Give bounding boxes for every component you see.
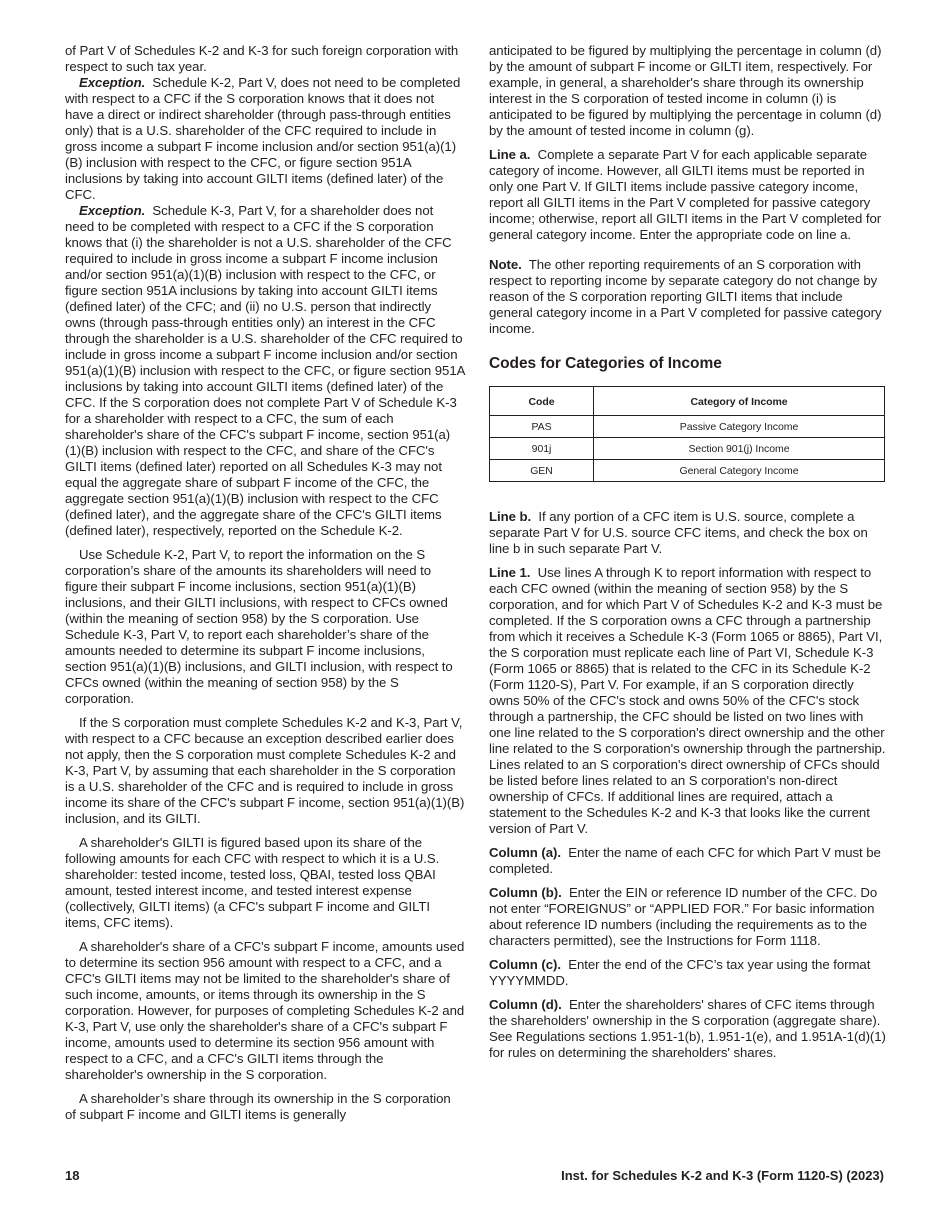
line-a-paragraph: [489, 147, 887, 243]
left-column: [65, 43, 465, 1123]
page-number: 18: [65, 1168, 80, 1183]
continued-paragraph: anticipated to be figured by multiplying the percentage in column (d) by the amount of subpart F income or GILTI item, respectively. For example, in general, a shareholder's share through its ownership interest in the S corporation of tested income in column (i) is anticipated to be figured by multiplying the percentage in column (d) by the amount of tested income in column (g).: [489, 43, 882, 138]
share-through-paragraph: A shareholder’s share through its ownership in the S corporation of subpart F income and GILTI items is generally: [65, 1091, 451, 1122]
line-a-text: Complete a separate Part V for each applicable separate category of income. However, all GILTI items must be reported in only one Part V. If GILTI items include passive category income, report all GILTI items in the Part V completed for passive category income; otherwise, report all GILTI items in the Part V completed for general category income. Enter the appropriate code on line a.: [489, 147, 882, 242]
code-cell: 901j: [490, 438, 594, 460]
document-title-footer: Inst. for Schedules K-2 and K-3 (Form 1120-S) (2023): [561, 1168, 884, 1183]
column-header-category: Category of Income: [594, 387, 885, 416]
column-d-paragraph: [489, 997, 887, 1061]
note-text: The other reporting requirements of an S corporation with respect to reporting income by separate category do not change by reason of the S corporation reporting GILTI items that include general category income in a Part V completed for passive category income.: [489, 257, 882, 336]
table-header-row: [490, 387, 885, 416]
line-1-label: Line 1.: [489, 565, 531, 580]
category-cell: General Category Income: [594, 460, 885, 482]
code-cell: GEN: [490, 460, 594, 482]
line-b-text: If any portion of a CFC item is U.S. source, complete a separate Part V for U.S. source CFC items, and check the box on line b in such separate Part V.: [489, 509, 868, 556]
line-1-text: Use lines A through K to report information with respect to each CFC owned (within the meaning of section 958) by the S corporation, and for which Part V of Schedules K-2 and K-3 must be completed. If the S corporation owns a CFC through a partnership from which it receives a Schedule K-3 (Form 1065 or 8865), Part VI, the S corporation must replicate each line of Part VI, Schedule K-3 (Form 1065 or 8865) that is related to the CFC in its Schedule K-2 (Form 1120-S), Part V. For example, if an S corporation directly owns 50% of the CFC's stock and owns 50% of the CFC's stock through a partnership, the CFC should be listed on two lines with one line related to the S corporation's direct ownership and the other line related to the S corporation's ownership through the partnership. Lines related to an S corporation's direct ownership of CFCs should be listed before lines related to an S corporation's non-direct ownership of CFCs. If additional lines are required, attach a statement to the Schedules K-2 and K-3 that looks like the current version of Part V.: [489, 565, 886, 836]
column-d-text: Enter the shareholders' shares of CFC items through the shareholders' ownership in the S corporation (aggregate share). See Regulations sections 1.951-1(b), 1.951-1(e), and 1.951A-1(d)(1) for rules on determining the shareholders' shares.: [489, 997, 886, 1060]
must-complete-paragraph: If the S corporation must complete Schedules K-2 and K-3, Part V, with respect to a CFC because an exception described earlier does not apply, then the S corporation must complete Schedules K-2 and K-3, Part V, by assuming that each shareholder in the S corporation is a U.S. shareholder of the CFC and is required to include in gross income its share of the CFC's subpart F income, section 951(a)(1)(B) inclusion, and its GILTI.: [65, 715, 465, 826]
use-schedules-paragraph: Use Schedule K-2, Part V, to report the information on the S corporation’s share of the amounts its shareholders will need to figure their subpart F income inclusions, section 951(a)(1)(B) inclusions, and their GILTI inclusions, with respect to CFCs owned (within the meaning of section 958) by the S corporation. Use Schedule K-3, Part V, to report each shareholder’s share of the amounts needed to determine its subpart F income inclusions, section 951(a)(1)(B) inclusions, and GILTI inclusion, with respect to CFCs owned (within the meaning of section 958) by the S corporation.: [65, 547, 453, 706]
exception-k2-paragraph: [65, 75, 465, 203]
table-row: [490, 460, 885, 482]
column-a-paragraph: [489, 845, 887, 877]
right-column: [489, 43, 887, 1061]
line-1-paragraph: [489, 565, 887, 837]
column-header-code: Code: [490, 387, 594, 416]
category-cell: Passive Category Income: [594, 416, 885, 438]
share-subpart-f-paragraph: A shareholder's share of a CFC's subpart F income, amounts used to determine its section 956 amount with respect to a CFC, and a CFC's GILTI items may not be limited to the shareholder's share of such income, amounts, or items through its ownership in the S corporation. However, for purposes of completing Schedules K-2 and K-3, Part V, use only the shareholder's share of a CFC's subpart F income, amounts used to determine its section 956 amount with respect to a CFC, and a CFC's GILTI items through the shareholder's ownership in the S corporation.: [65, 939, 465, 1082]
exception-k3-paragraph: [65, 203, 465, 539]
gilti-figured-paragraph: A shareholder's GILTI is figured based upon its share of the following amounts for each CFC with respect to which it is a U.S. shareholder: tested income, tested loss, QBAI, tested loss QBAI amount, tested interest income, and tested interest expense (collectively, GILTI items) (a CFC's subpart F income and GILTI items, CFC items).: [65, 835, 440, 930]
income-codes-table: [489, 386, 885, 482]
column-c-label: Column (c).: [489, 957, 561, 972]
column-d-label: Column (d).: [489, 997, 562, 1012]
column-c-paragraph: [489, 957, 887, 989]
note-label: Note.: [489, 257, 522, 272]
column-c-text: Enter the end of the CFC’s tax year using the format YYYYMMDD.: [489, 957, 871, 988]
category-cell: Section 901(j) Income: [594, 438, 885, 460]
table-row: [490, 438, 885, 460]
exception-label: Exception.: [79, 203, 146, 218]
column-b-text: Enter the EIN or reference ID number of the CFC. Do not enter “FOREIGNUS” or “APPLIED FOR.” For basic information about reference ID numbers (including the requirements as to the characters permitted), see the Instructions for Form 1118.: [489, 885, 878, 948]
column-a-label: Column (a).: [489, 845, 561, 860]
exception-label: Exception.: [79, 75, 146, 90]
table-row: [490, 416, 885, 438]
column-a-text: Enter the name of each CFC for which Part V must be completed.: [489, 845, 881, 876]
exception-k2-text: Schedule K-2, Part V, does not need to be completed with respect to a CFC if the S corporation knows that it does not have a direct or indirect shareholder (through pass-through entities only) that is a U.S. shareholder of the CFC required to include in gross income a subpart F income inclusion and/or section 951(a)(1)(B) inclusion with respect to the CFC, or figure section 951A inclusions by taking into account GILTI items (defined later) of the CFC.: [65, 75, 461, 202]
line-b-paragraph: [489, 509, 887, 557]
line-a-label: Line a.: [489, 147, 531, 162]
line-b-label: Line b.: [489, 509, 532, 524]
exception-k3-text: Schedule K-3, Part V, for a shareholder does not need to be completed with respect to a CFC if the S corporation knows that (i) the shareholder is not a U.S. shareholder of the CFC required to include in gross income a subpart F income inclusion and/or section 951(a)(1)(B) inclusion with respect to the CFC, or figure section 951A inclusions by taking into account GILTI items (defined later) of the CFC; and (ii) no U.S. person that indirectly owns (through pass-through entities only) an interest in the CFC through the shareholder is a U.S. shareholder of the CFC required to include in gross income a subpart F income inclusion and/or section 951(a)(1)(B) inclusion with respect to the CFC, or figure section 951A inclusions by taking into account GILTI items (defined later) of the CFC. If the S corporation does not complete Part V of Schedule K-3 for a shareholder with respect to a CFC, the sum of each shareholder's share of the CFC's subpart F income, section 951(a)(1)(B) inclusion with respect to the CFC, and share of the CFC's GILTI items (defined later) reported on all Schedules K-3 may not equal the aggregate share of subpart F income of the CFC, the aggregate section 951(a)(1)(B) inclusion with respect to the CFC (defined later), and the aggregate share of the CFC's GILTI items (defined later), respectively, reported on the Schedule K-2.: [65, 203, 465, 538]
codes-heading: Codes for Categories of Income: [489, 355, 722, 372]
code-cell: PAS: [490, 416, 594, 438]
continued-paragraph: of Part V of Schedules K-2 and K-3 for such foreign corporation with respect to such tax year.: [65, 43, 459, 74]
column-b-paragraph: [489, 885, 887, 949]
column-b-label: Column (b).: [489, 885, 562, 900]
note-paragraph: [489, 257, 887, 337]
